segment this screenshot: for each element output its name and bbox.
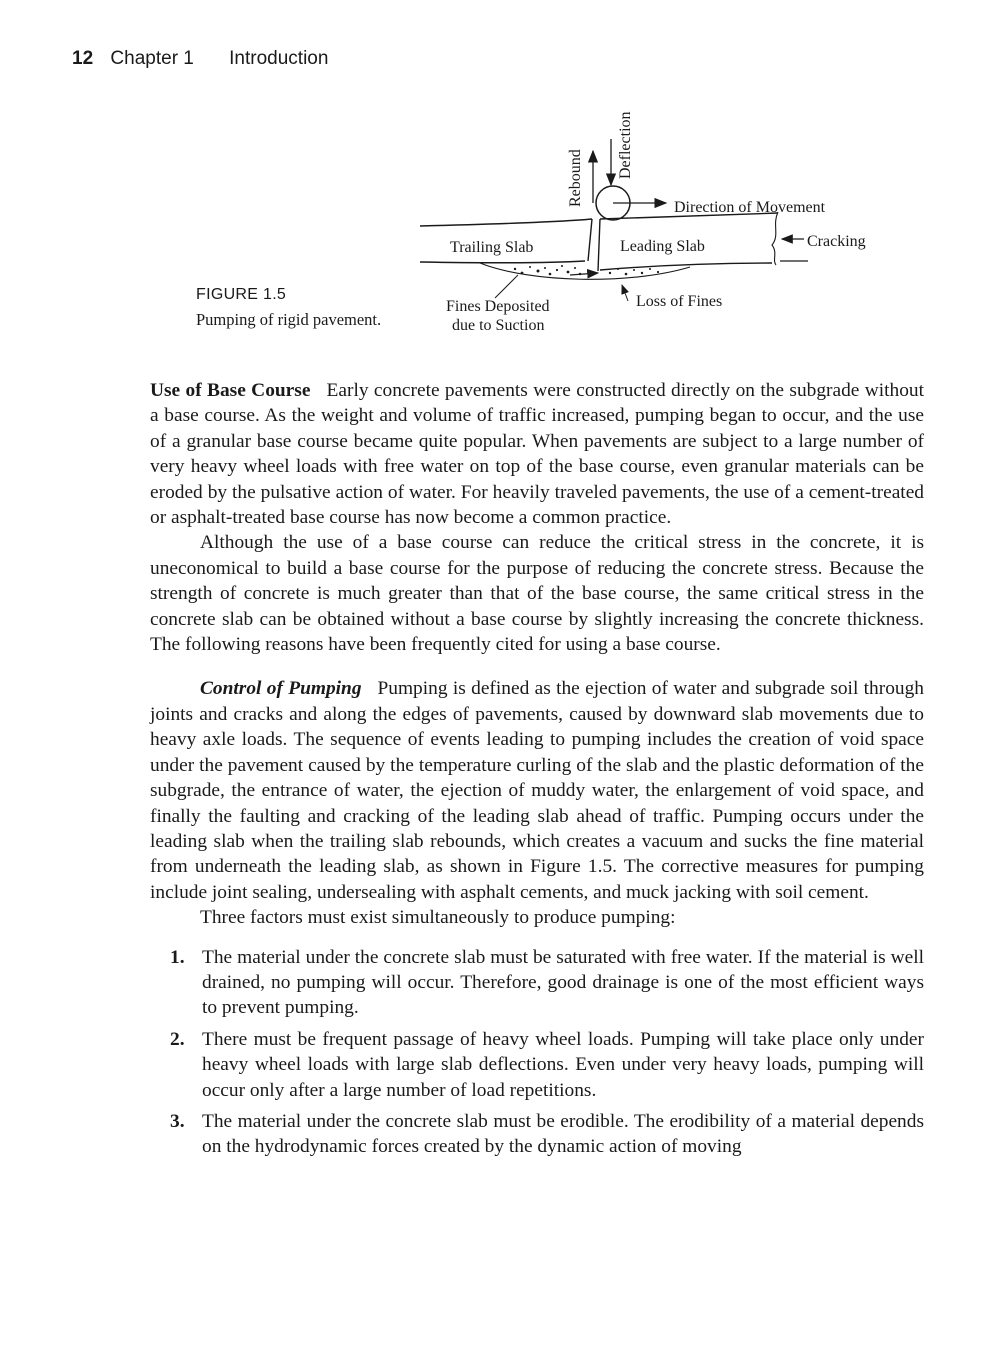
figure-label: FIGURE 1.5 — [196, 286, 287, 303]
figure-description: Pumping of rigid pavement. — [196, 310, 382, 329]
trailing-slab-bottom — [420, 261, 585, 263]
page-number: 12 — [72, 48, 94, 69]
body-text — [150, 378, 924, 1166]
list-item-number: 2. — [170, 1028, 185, 1050]
section2-paragraph1 — [150, 676, 924, 905]
figure-caption — [196, 286, 381, 330]
deflection-label: Deflection — [617, 111, 634, 179]
pumping-diagram — [400, 95, 890, 345]
chapter-label: Chapter 1 — [110, 48, 194, 69]
list-item — [150, 945, 924, 1021]
fines-label-line1: Fines Deposited — [446, 298, 550, 315]
list-item-number: 1. — [170, 946, 185, 968]
section1-heading: Use of Base Course — [150, 380, 311, 401]
section2-heading: Control of Pumping — [200, 678, 362, 700]
direction-label: Direction of Movement — [674, 199, 826, 216]
joint-line-2 — [598, 219, 600, 271]
pumping-factors-list — [150, 945, 924, 1160]
list-item-text: The material under the concrete slab must be saturated with free water. If the material is well drained, no pumping will occur. Therefore, good drainage is one of the most efficient ways to prevent pumping. — [202, 946, 924, 1019]
joint-line-1 — [588, 219, 592, 261]
section1-paragraph1 — [150, 378, 924, 530]
fines-leader — [495, 275, 518, 298]
section2-paragraph2: Three factors must exist simultaneously to produce pumping: — [200, 907, 676, 929]
fines-label-line2: due to Suction — [452, 317, 545, 334]
section1-paragraph2: Although the use of a base course can reduce the critical stress in the concrete, it is uneconomical to build a base course for the purpose of reducing the concrete stress. Because the strength of concrete is much greater than that of the base course, the same critical stress in the concrete slab can be obtained without a base course by slightly increasing the concrete thickness. The following reasons have been frequently cited for using a base course. — [150, 532, 924, 656]
list-item-text: There must be frequent passage of heavy wheel loads. Pumping will take place only under heavy wheel loads with large slab deflections. Even under very heavy loads, pumping will occur only after a large number of load repetitions. — [202, 1028, 924, 1101]
trailing-slab-top — [420, 219, 592, 226]
leading-slab-bottom — [600, 263, 772, 270]
list-item-number: 3. — [170, 1110, 185, 1132]
page-header — [72, 48, 328, 70]
leading-slab-label: Leading Slab — [620, 238, 705, 255]
loss-leader — [622, 285, 628, 301]
trailing-slab-label: Trailing Slab — [450, 239, 534, 256]
chapter-title: Introduction — [229, 48, 329, 69]
crack-mark — [772, 212, 778, 265]
section2-p1-text: Pumping is defined as the ejection of water and subgrade soil through joints and cracks and along the edges of pavements, caused by downward slab movements due to heavy axle loads. The sequence of events leading to pumping includes the creation of void space under the pavement caused by the temperature curling of the slab and the plastic deformation of the subgrade, the entrance of water, the ejection of muddy water, the enlargement of void space, and finally the faulting and cracking of the leading slab ahead of traffic. Pumping occurs under the leading slab when the trailing slab rebounds, which creates a vacuum and sucks the fine material from underneath the leading slab, as shown in Figure 1.5. The corrective measures for pumping include joint sealing, undersealing with asphalt cements, and muck jacking with soil cement. — [150, 678, 924, 903]
loss-of-fines-label: Loss of Fines — [636, 293, 723, 310]
list-item — [150, 1027, 924, 1103]
figure-pumping-diagram — [400, 95, 890, 350]
list-item-text: The material under the concrete slab must be erodible. The erodibility of a material depends on the hydrodynamic forces created by the dynamic action of moving — [202, 1110, 924, 1158]
rebound-label: Rebound — [567, 149, 584, 207]
section1-p1-text: Early concrete pavements were constructed directly on the subgrade without a base course. As the weight and volume of traffic increased, pumping began to occur, and the use of a granular base course became quite popular. When pavements are subject to a large number of very heavy wheel loads with free water on top of the base course, even granular materials can be eroded by the pulsative action of water. For heavily traveled pavements, the use of a cement-treated or asphalt-treated base course has now become a common practice. — [150, 380, 925, 529]
cracking-label: Cracking — [807, 233, 866, 250]
list-item — [150, 1109, 924, 1160]
